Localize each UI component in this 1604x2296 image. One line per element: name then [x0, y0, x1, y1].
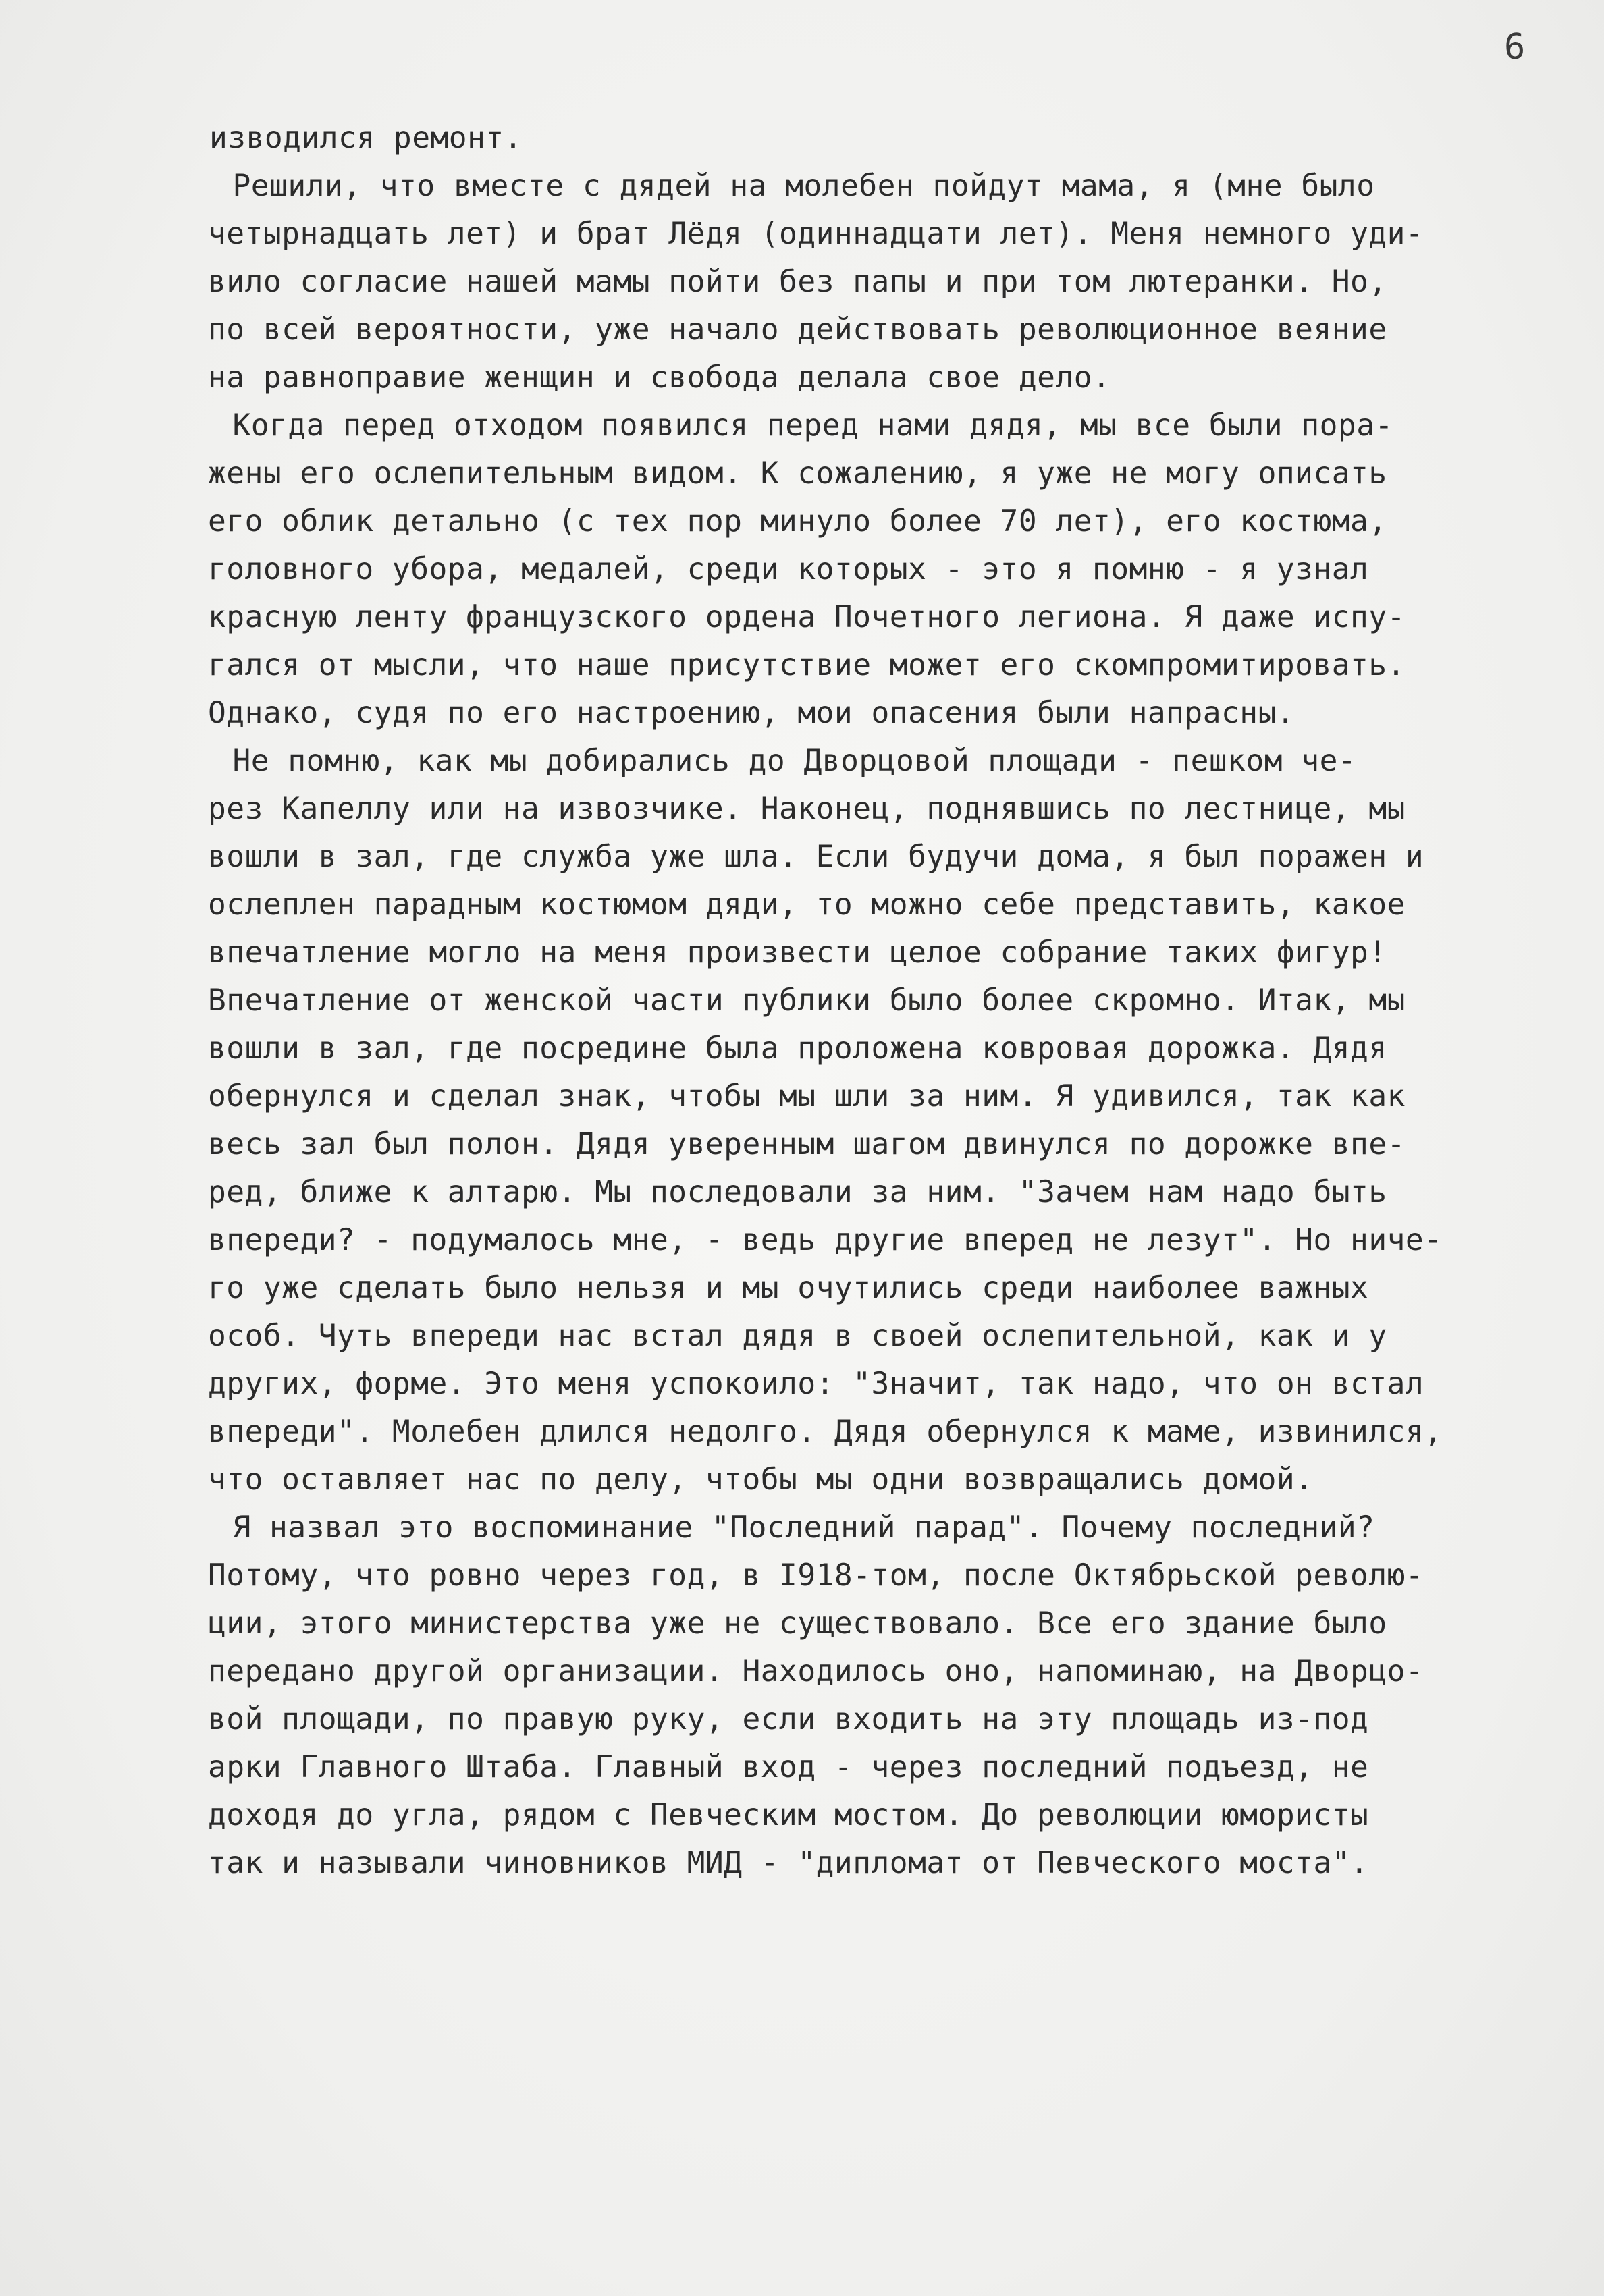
text-line: рез Капеллу или на извозчике. Наконец, поднявшись по лестнице, мы	[208, 792, 1406, 826]
text-line: других, форме. Это меня успокоило: "Значит, так надо, что он встал	[208, 1367, 1424, 1401]
page-number: 6	[1504, 27, 1526, 67]
text-line: обернулся и сделал знак, чтобы мы шли за ним. Я удивился, так как	[208, 1079, 1406, 1114]
text-line: впереди". Молебен длился недолго. Дядя обернулся к маме, извинился,	[208, 1415, 1443, 1449]
text-line: его облик детально (с тех пор минуло более 70 лет), его костюма,	[208, 504, 1387, 539]
text-line: Потому, что ровно через год, в I918-том, после Октябрьской револю-	[208, 1558, 1424, 1593]
text-line: вошли в зал, где служба уже шла. Если будучи дома, я был поражен и	[208, 840, 1424, 874]
text-line: на равноправие женщин и свобода делала свое дело.	[208, 360, 1111, 395]
text-line: головного убора, медалей, среди которых - это я помню - я узнал	[208, 552, 1369, 586]
text-line: впереди? - подумалось мне, - ведь другие вперед не лезут". Но ниче-	[208, 1223, 1443, 1257]
text-line: вошли в зал, где посредине была проложена ковровая дорожка. Дядя	[208, 1031, 1387, 1066]
text-line: Не помню, как мы добирались до Дворцовой площади - пешком че-	[140, 744, 1357, 778]
text-line: вой площади, по правую руку, если входить на эту площадь из-под	[208, 1702, 1369, 1737]
text-line: что оставляет нас по делу, чтобы мы одни возвращались домой.	[208, 1463, 1314, 1497]
text-line: го уже сделать было нельзя и мы очутились среди наиболее важных	[208, 1271, 1369, 1305]
text-line: передано другой организации. Находилось оно, напоминаю, на Дворцо-	[208, 1654, 1424, 1689]
text-line: доходя до угла, рядом с Певческим мостом. До революции юмористы	[208, 1798, 1369, 1832]
text-line: ции, этого министерства уже не существовало. Все его здание было	[208, 1606, 1387, 1641]
text-line: Однако, судя по его настроению, мои опасения были напрасны.	[208, 696, 1295, 730]
text-line: гался от мысли, что наше присутствие может его скомпромитировать.	[208, 648, 1406, 682]
text-line: жены его ослепительным видом. К сожалению, я уже не могу описать	[208, 456, 1387, 491]
text-line: по всей вероятности, уже начало действовать революционное веяние	[208, 312, 1387, 347]
text-line: так и называли чиновников МИД - "дипломат от Певческого моста".	[208, 1846, 1369, 1880]
text-line: вило согласие нашей мамы пойти без папы и при том лютеранки. Но,	[208, 265, 1387, 299]
text-line: ред, ближе к алтарю. Мы последовали за ним. "Зачем нам надо быть	[208, 1175, 1387, 1209]
text-line: особ. Чуть впереди нас встал дядя в своей ослепительной, как и у	[208, 1319, 1387, 1353]
text-line: Решили, что вместе с дядей на молебен пойдут мама, я (мне было	[140, 169, 1375, 203]
text-line: четырнадцать лет) и брат Лёдя (одиннадцати лет). Меня немного уди-	[208, 217, 1424, 251]
text-line: Когда перед отходом появился перед нами дядя, мы все были пора-	[140, 408, 1393, 443]
text-line: Впечатление от женской части публики было более скромно. Итак, мы	[208, 983, 1406, 1018]
text-line: изводился ремонт.	[209, 121, 523, 155]
text-line: весь зал был полон. Дядя уверенным шагом двинулся по дорожке впе-	[208, 1127, 1406, 1161]
text-line: ослеплен парадным костюмом дяди, то можно себе представить, какое	[208, 887, 1406, 922]
text-line: арки Главного Штаба. Главный вход - через последний подъезд, не	[208, 1750, 1369, 1784]
text-line: впечатление могло на меня произвести целое собрание таких фигур!	[208, 935, 1387, 970]
text-line: Я назвал это воспоминание "Последний парад". Почему последний?	[140, 1510, 1375, 1545]
text-line: красную ленту французского ордена Почетного легиона. Я даже испу-	[208, 600, 1406, 634]
